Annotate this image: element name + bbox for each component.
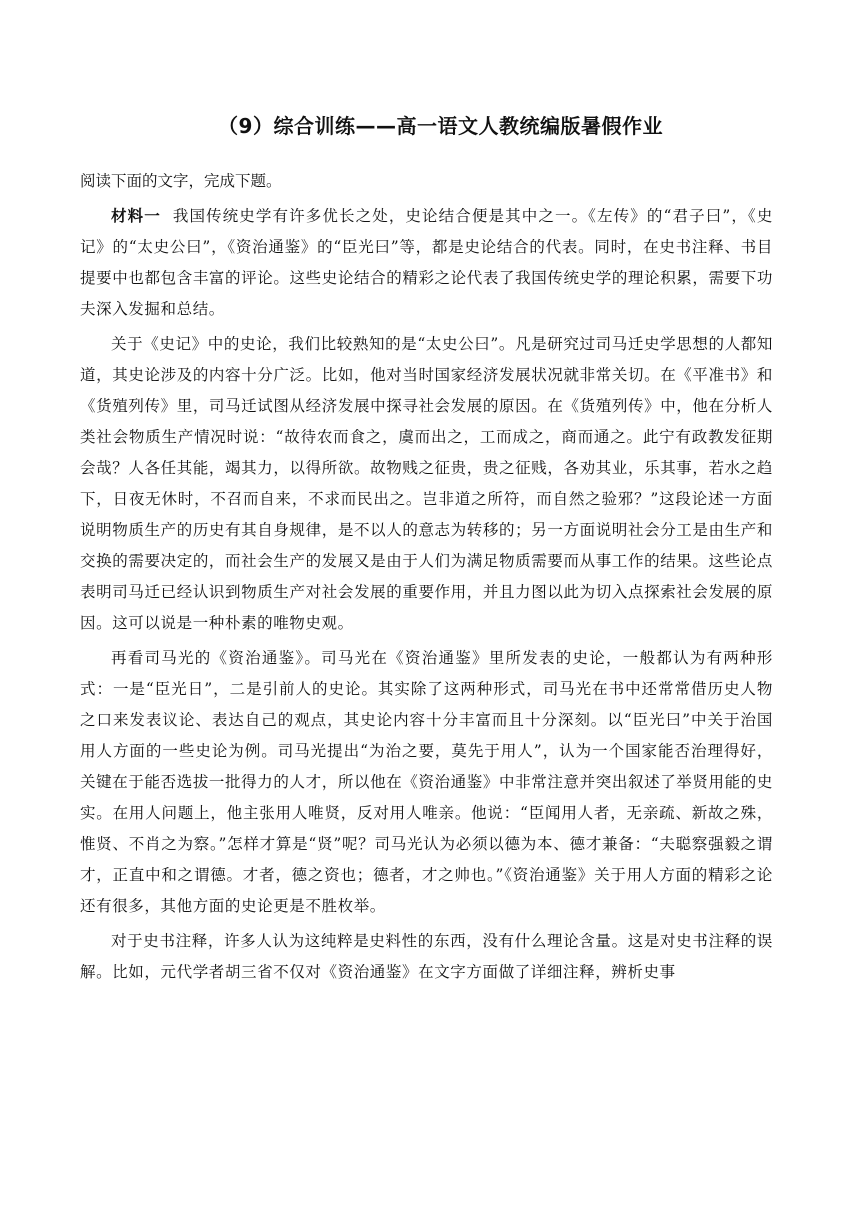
- material-label: 材料一: [111, 207, 161, 225]
- paragraph-2: 关于《史记》中的史论，我们比较熟知的是“太史公曰”。凡是研究过司马迁史学思想的人都知道，其史论涉及的内容十分广泛。比如，他对当时国家经济发展状况就非常关切。在《平准书》和《货殖列传》里，司马迁试图从经济发展中探寻社会发展的原因。在《货殖列传》中，他在分析人类社会物质生产情况时说：“故待农而食之，虞而出之，工而成之，商而通之。此宁有政教发征期会哉？人各任其能，竭其力，以得所欲。故物贱之征贵，贵之征贱，各劝其业，乐其事，若水之趋下，日夜无休时，不召而自来，不求而民出之。岂非道之所符，而自然之验邪？”这段论述一方面说明物质生产的历史有其自身规律，是不以人的意志为转移的；另一方面说明社会分工是由生产和交换的需要决定的，而社会生产的发展又是由于人们为满足物质需要而从事工作的结果。这些论点表明司马迁已经认识到物质生产对社会发展的重要作用，并且力图以此为切入点探索社会发展的原因。这可以说是一种朴素的唯物史观。: [80, 335, 773, 632]
- paragraph-1: [80, 201, 773, 325]
- document-title: （9）综合训练——高一语文人教统编版暑假作业: [218, 114, 663, 138]
- paragraph-1-text: 我国传统史学有许多优长之处，史论结合便是其中之一。《左传》的“君子曰”，《史记》的“太史公曰”，《资治通鉴》的“臣光曰”等，都是史论结合的代表。同时，在史书注释、书目提要中也都包含丰富的评论。这些史论结合的精彩之论代表了我国传统史学的理论积累，需要下功夫深入发掘和总结。: [80, 207, 773, 318]
- paragraph-3: 再看司马光的《资治通鉴》。司马光在《资治通鉴》里所发表的史论，一般都认为有两种形式：一是“臣光日”，二是引前人的史论。其实除了这两种形式，司马光在书中还常常借历史人物之口来发表议论、表达自己的观点，其史论内容十分丰富而且十分深刻。以“臣光曰”中关于治国用人方面的一些史论为例。司马光提出“为治之要，莫先于用人”，认为一个国家能否治理得好，关键在于能否选拔一批得力的人才，所以他在《资治通鉴》中非常注意并突出叙述了举贤用能的史实。在用人问题上，他主张用人唯贤，反对用人唯亲。他说：“臣闻用人者，无亲疏、新故之殊，惟贤、不肖之为察。”怎样才算是“贤”呢？司马光认为必须以德为本、德才兼备：“夫聪察强毅之谓才，正直中和之谓德。才者，德之资也；德者，才之帅也。”《资治通鉴》关于用人方面的精彩之论还有很多，其他方面的史论更是不胜枚举。: [80, 649, 773, 915]
- instruction-text: 阅读下面的文字，完成下题。: [80, 172, 282, 190]
- paragraph-4: 对于史书注释，许多人认为这纯粹是史料性的东西，没有什么理论含量。这是对史书注释的误解。比如，元代学者胡三省不仅对《资治通鉴》在文字方面做了详细注释，辨析史事: [80, 932, 773, 981]
